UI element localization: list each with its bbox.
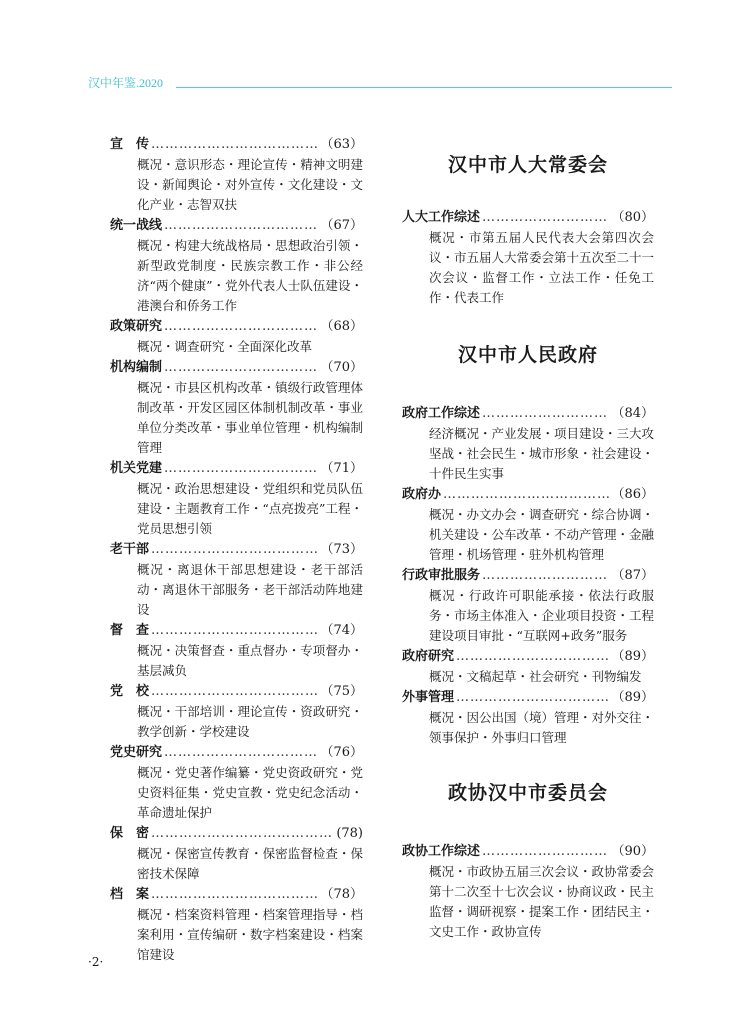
dot-leader	[151, 884, 318, 905]
entry-description: 概况・构建大统战格局・思想政治引领・新型政党制度・民族宗教工作・非公经济“两个健康”・党外代表人士队伍建设・港澳台和侨务工作	[137, 238, 363, 313]
toc-entry[interactable]	[402, 565, 654, 646]
entry-title: 档 案	[110, 887, 150, 902]
entry-page: （78）	[320, 887, 363, 902]
dot-leader	[164, 458, 318, 479]
entry-title: 政协工作综述	[402, 844, 481, 859]
toc-entry[interactable]	[110, 823, 363, 884]
dot-leader	[151, 681, 318, 702]
entry-title: 政府研究	[402, 649, 455, 664]
entry-page: (78)	[336, 826, 363, 841]
entry-description: 概况・市第五届人民代表大会第四次会议・市五届人大常委会第十五次至二十一次会议・监督工作・立法工作・任免工作・代表工作	[429, 230, 655, 305]
entry-description: 概况・因公出国（境）管理・对外交往・领事保护・外事归口管理	[429, 710, 655, 745]
entry-description: 概况・行政许可职能承接・依法行政服务・市场主体准入・企业项目投资・工程建设项目审批・“互联网+政务”服务	[429, 588, 655, 643]
header-title: 汉中年鉴.2020	[88, 76, 167, 90]
dot-leader	[151, 134, 318, 155]
entry-page: （89）	[611, 649, 654, 664]
toc-entry[interactable]	[402, 841, 654, 942]
toc-entry[interactable]	[110, 215, 363, 316]
toc-entry[interactable]	[110, 681, 363, 742]
entry-description: 概况・离退休干部思想建设・老干部活动・离退休干部服务・老干部活动阵地建设	[137, 562, 363, 617]
dot-leader	[482, 207, 609, 228]
dot-leader	[164, 215, 318, 236]
toc-entry[interactable]	[402, 207, 654, 308]
toc-entry[interactable]	[110, 884, 363, 965]
toc-entry[interactable]	[402, 646, 654, 687]
dot-leader	[456, 646, 609, 667]
entry-description: 概况・档案资料管理・档案管理指导・档案利用・宣传编研・数字档案建设・档案馆建设	[137, 907, 363, 962]
dot-leader	[456, 687, 609, 708]
toc-left-column	[110, 134, 363, 965]
dot-leader	[443, 484, 609, 505]
dot-leader	[482, 565, 609, 586]
toc-entry[interactable]	[110, 620, 363, 681]
toc-entry[interactable]	[110, 357, 363, 458]
entry-description: 概况・市县区机构改革・镇级行政管理体制改革・开发区园区体制机制改革・事业单位分类改革・事业单位管理・机构编制管理	[137, 380, 363, 455]
entry-page: （89）	[611, 690, 654, 705]
entry-description: 概况・调查研究・全面深化改革	[137, 339, 313, 354]
entry-description: 概况・办文办会・调查研究・综合协调・机关建设・公车改革・不动产管理・金融管理・机场管理・驻外机构管理	[429, 507, 655, 562]
toc-entry[interactable]	[110, 458, 363, 539]
entry-title: 督 查	[110, 623, 150, 638]
entry-page: （70）	[320, 360, 363, 375]
entry-page: （74）	[320, 623, 363, 638]
entry-page: （80）	[611, 210, 654, 225]
entry-page: （87）	[611, 568, 654, 583]
entry-title: 政府办	[402, 487, 442, 502]
toc-entry[interactable]	[402, 403, 654, 484]
entry-page: （75）	[320, 684, 363, 699]
entry-description: 概况・干部培训・理论宣传・资政研究・教学创新・学校建设	[137, 704, 363, 739]
entry-title: 人大工作综述	[402, 210, 481, 225]
entry-description: 概况・文稿起草・社会研究・刊物编发	[429, 669, 642, 684]
dot-leader	[151, 620, 318, 641]
dot-leader	[164, 357, 318, 378]
dot-leader	[482, 403, 609, 424]
entry-page: （90）	[611, 844, 654, 859]
entry-description: 概况・市政协五届三次会议・政协常委会第十二次至十七次会议・协商议政・民主监督・调研视察・提案工作・团结民主・文史工作・政协宣传	[429, 864, 655, 939]
toc-entry[interactable]	[110, 742, 363, 823]
entry-description: 概况・党史著作编纂・党史资政研究・党史资料征集・党史宣教・党史纪念活动・革命遗址保护	[137, 765, 363, 820]
entry-title: 外事管理	[402, 690, 455, 705]
entry-title: 保 密	[110, 826, 150, 841]
entry-description: 概况・意识形态・理论宣传・精神文明建设・新闻舆论・对外宣传・文化建设・文化产业・志智双扶	[137, 157, 363, 212]
toc-entry[interactable]	[402, 484, 654, 565]
section-heading: 政协汉中市委员会	[447, 782, 608, 804]
entry-title: 党 校	[110, 684, 150, 699]
entry-description: 概况・保密宣传教育・保密监督检查・保密技术保障	[137, 846, 363, 881]
entry-title: 机构编制	[110, 360, 163, 375]
toc-right-column	[402, 150, 654, 942]
entry-page: （68）	[320, 319, 363, 334]
toc-entry[interactable]	[110, 316, 363, 357]
dot-leader	[151, 823, 334, 844]
entry-page: （86）	[611, 487, 654, 502]
entry-title: 党史研究	[110, 745, 163, 760]
entry-description: 概况・决策督查・重点督办・专项督办・基层减负	[137, 643, 363, 678]
entry-description: 概况・政治思想建设・党组织和党员队伍建设・主题教育工作・“点亮拨亮”工程・党员思想引领	[137, 481, 363, 536]
dot-leader	[151, 539, 318, 560]
entry-title: 老干部	[110, 542, 150, 557]
entry-title: 统一战线	[110, 218, 163, 233]
section-heading: 汉中市人大常委会	[447, 154, 608, 176]
entry-description: 经济概况・产业发展・项目建设・三大攻坚战・社会民生・城市形象・社会建设・十件民生实事	[429, 426, 655, 481]
header-rule	[176, 87, 672, 88]
entry-page: （84）	[611, 406, 654, 421]
entry-page: （71）	[320, 461, 363, 476]
dot-leader	[164, 742, 318, 763]
entry-page: （63）	[320, 137, 363, 152]
entry-title: 行政审批服务	[402, 568, 481, 583]
entry-page: （76）	[320, 745, 363, 760]
dot-leader	[482, 841, 609, 862]
toc-entry[interactable]	[110, 539, 363, 620]
toc-entry[interactable]	[110, 134, 363, 215]
entry-title: 机关党建	[110, 461, 163, 476]
entry-title: 政府工作综述	[402, 406, 481, 421]
running-header	[88, 76, 672, 90]
entry-page: （67）	[320, 218, 363, 233]
entry-title: 宣 传	[110, 137, 150, 152]
dot-leader	[164, 316, 318, 337]
toc-entry[interactable]	[402, 687, 654, 748]
entry-title: 政策研究	[110, 319, 163, 334]
section-heading: 汉中市人民政府	[457, 344, 598, 366]
entry-page: （73）	[320, 542, 363, 557]
page-number: ·2·	[88, 955, 104, 969]
